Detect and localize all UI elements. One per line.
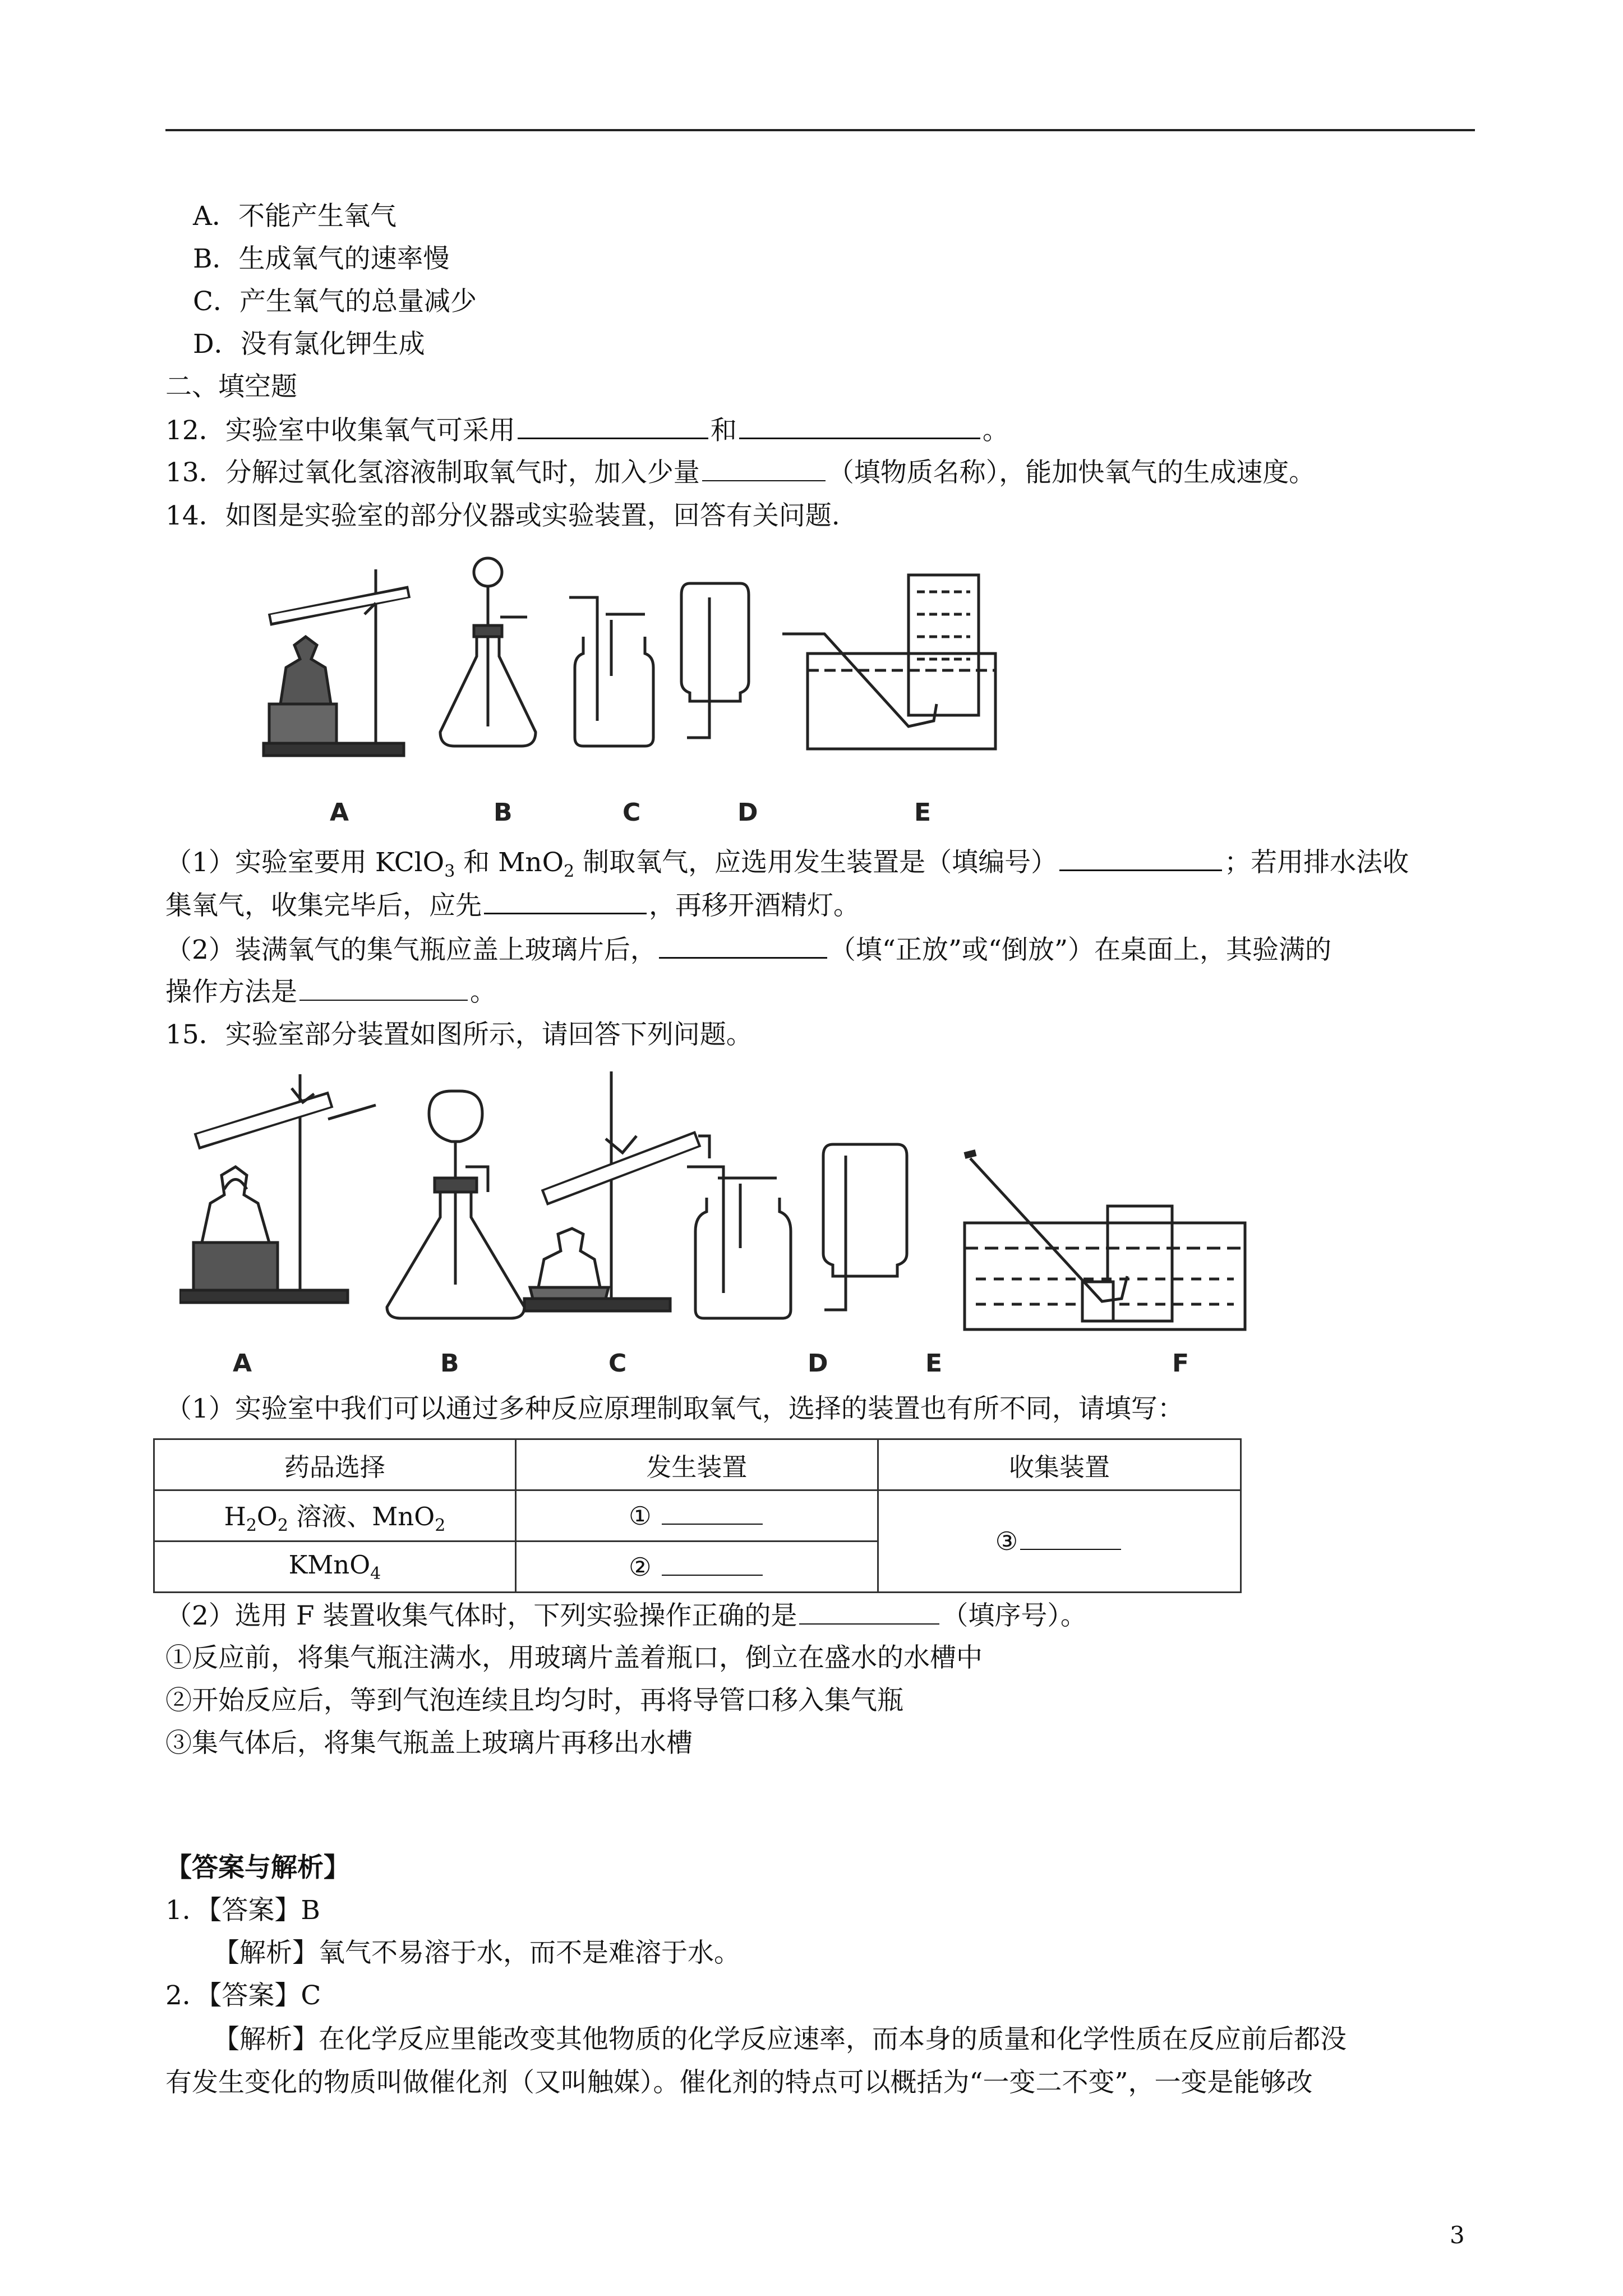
q14-p1a-end: ；若用排水法收 bbox=[1224, 847, 1409, 878]
q14-p2a-end: （填“正放”或“倒放”）在桌面上，其验满的 bbox=[829, 935, 1332, 965]
explanation-2-line1: 【解析】在化学反应里能改变其他物质的化学反应速率，而本身的质量和化学性质在反应前后都没 bbox=[213, 2024, 1347, 2055]
q15-apparatus-figure bbox=[179, 1069, 1279, 1383]
q14-apparatus-b bbox=[440, 558, 536, 746]
option-c: C．产生氧气的总量减少 bbox=[193, 286, 477, 317]
answers-heading: 【答案与解析】 bbox=[165, 1852, 350, 1883]
reagent-table bbox=[153, 1438, 1242, 1593]
table-header-collector: 收集装置 bbox=[878, 1439, 1241, 1490]
q15-step-3: ③集气体后，将集气瓶盖上玻璃片再移出水槽 bbox=[165, 1728, 693, 1759]
q14-p1a-sub1: 3 bbox=[444, 862, 455, 881]
question-15-intro: 15．实验室部分装置如图所示，请回答下列问题。 bbox=[165, 1019, 753, 1050]
q14-p1a-mid: 和 MnO bbox=[455, 847, 564, 878]
table-header-generator: 发生装置 bbox=[515, 1439, 878, 1490]
kmno4-text: KMnO bbox=[288, 1550, 371, 1580]
q15-label-b: B bbox=[440, 1349, 459, 1378]
fill-marker-1: ① bbox=[629, 1501, 652, 1531]
question-14-intro: 14．如图是实验室的部分仪器或实验装置，回答有关问题. bbox=[165, 500, 840, 531]
q15-label-c: C bbox=[608, 1349, 627, 1378]
q15-apparatus-d bbox=[687, 1167, 791, 1318]
q14-blank-1[interactable] bbox=[1059, 845, 1222, 871]
q14-part1-line1 bbox=[165, 845, 1409, 889]
q14-apparatus-c bbox=[569, 597, 653, 746]
q15-blank[interactable] bbox=[799, 1599, 939, 1625]
h2o2-h: H bbox=[224, 1502, 246, 1531]
q14-apparatus-a bbox=[264, 569, 409, 756]
h2o2-sub3: 2 bbox=[435, 1516, 446, 1535]
table-blank-3[interactable] bbox=[1020, 1529, 1121, 1550]
table-header-drug: 药品选择 bbox=[154, 1439, 516, 1490]
q14-label-d: D bbox=[737, 798, 758, 827]
table-blank-2[interactable] bbox=[662, 1554, 763, 1576]
q14-p1a-pre: （1）实验室要用 KClO bbox=[165, 847, 445, 878]
q14-p1a-sub2: 2 bbox=[564, 862, 575, 881]
table-cell-kmno4 bbox=[154, 1542, 516, 1593]
q15-step-2: ②开始反应后，等到气泡连续且均匀时，再将导管口移入集气瓶 bbox=[165, 1685, 903, 1716]
q14-part2-line2 bbox=[165, 975, 496, 1009]
q14-p1b-end: ，再移开酒精灯。 bbox=[649, 890, 860, 921]
answer-1: 1．【答案】B bbox=[165, 1895, 320, 1926]
q14-label-c: C bbox=[623, 798, 641, 827]
question-13 bbox=[165, 455, 1315, 490]
option-a: A．不能产生氧气 bbox=[193, 201, 396, 232]
q12-mid: 和 bbox=[710, 415, 737, 446]
q14-apparatus-d bbox=[681, 583, 749, 738]
q15-apparatus-b bbox=[387, 1091, 524, 1318]
q12-text: 12．实验室中收集氧气可采用 bbox=[165, 415, 515, 446]
q12-blank-2[interactable] bbox=[739, 413, 980, 439]
option-b: B．生成氧气的速率慢 bbox=[193, 243, 450, 274]
option-d: D．没有氯化钾生成 bbox=[193, 329, 425, 360]
q15-part1: （1）实验室中我们可以通过多种反应原理制取氧气，选择的装置也有所不同，请填写： bbox=[165, 1393, 1184, 1424]
q15-apparatus-a bbox=[179, 1074, 376, 1303]
table-row bbox=[154, 1490, 1241, 1542]
h2o2-sub1: 2 bbox=[246, 1516, 257, 1535]
fill-marker-2: ② bbox=[629, 1552, 652, 1582]
header-rule bbox=[165, 129, 1475, 131]
h2o2-sub2: 2 bbox=[277, 1516, 288, 1535]
table-blank-1[interactable] bbox=[662, 1503, 763, 1525]
table-cell-h2o2 bbox=[154, 1490, 516, 1542]
q14-blank-4[interactable] bbox=[299, 975, 468, 1001]
q14-p2b-end: 。 bbox=[470, 977, 496, 1007]
q15-step-1: ①反应前，将集气瓶注满水，用玻璃片盖着瓶口，倒立在盛水的水槽中 bbox=[165, 1642, 983, 1673]
q12-end: 。 bbox=[982, 415, 1009, 446]
q15-p2-pre: （2）选用 F 装置收集气体时，下列实验操作正确的是 bbox=[165, 1600, 797, 1631]
q14-blank-3[interactable] bbox=[659, 932, 827, 959]
q14-part1-line2 bbox=[165, 888, 860, 923]
q14-p2a-pre: （2）装满氧气的集气瓶应盖上玻璃片后， bbox=[165, 935, 657, 965]
table-cell-fill-3 bbox=[878, 1490, 1241, 1593]
q12-blank-1[interactable] bbox=[518, 413, 708, 439]
h2o2-o: O bbox=[256, 1502, 278, 1531]
q14-apparatus-e bbox=[782, 575, 995, 749]
q14-p1b-pre: 集氧气，收集完毕后，应先 bbox=[165, 890, 482, 921]
explanation-2-line2: 有发生变化的物质叫做催化剂（又叫触媒）。催化剂的特点可以概括为“一变二不变”，一变是能够改 bbox=[165, 2067, 1313, 2098]
q13-end: （填物质名称），能加快氧气的生成速度。 bbox=[827, 457, 1316, 488]
q15-part2 bbox=[165, 1599, 1087, 1633]
q15-apparatus-e bbox=[823, 1144, 907, 1310]
q13-text: 13．分解过氧化氢溶液制取氧气时，加入少量 bbox=[165, 457, 700, 488]
table-header-row bbox=[154, 1439, 1241, 1490]
q13-blank[interactable] bbox=[702, 455, 826, 481]
page-number: 3 bbox=[1450, 2221, 1465, 2249]
q15-label-a: A bbox=[233, 1349, 252, 1378]
h2o2-post: 溶液、MnO bbox=[288, 1502, 435, 1531]
table-cell-fill-1 bbox=[515, 1490, 878, 1542]
q15-label-f: F bbox=[1172, 1349, 1189, 1378]
table-cell-fill-2 bbox=[515, 1542, 878, 1593]
fill-marker-3: ③ bbox=[995, 1526, 1018, 1556]
q14-label-b: B bbox=[494, 798, 513, 827]
q15-apparatus-f bbox=[965, 1153, 1245, 1329]
question-12 bbox=[165, 413, 1009, 448]
q15-label-d: D bbox=[808, 1349, 828, 1378]
q15-apparatus-c bbox=[524, 1071, 709, 1311]
q14-apparatus-figure bbox=[247, 553, 1009, 827]
q15-label-e: E bbox=[925, 1349, 943, 1378]
q14-p1a-post: 制取氧气，应选用发生装置是（填编号） bbox=[574, 847, 1058, 878]
explanation-1: 【解析】氧气不易溶于水，而不是难溶于水。 bbox=[213, 1938, 740, 1968]
section-heading: 二、填空题 bbox=[165, 371, 297, 402]
q14-blank-2[interactable] bbox=[484, 888, 647, 914]
q14-label-a: A bbox=[330, 798, 349, 827]
q14-part2-line1 bbox=[165, 932, 1331, 967]
q15-p2-end: （填序号）。 bbox=[942, 1600, 1087, 1631]
q14-label-e: E bbox=[914, 798, 932, 827]
answer-2: 2．【答案】C bbox=[165, 1980, 321, 2011]
q14-p2b-pre: 操作方法是 bbox=[165, 977, 297, 1007]
kmno4-sub: 4 bbox=[370, 1564, 381, 1584]
